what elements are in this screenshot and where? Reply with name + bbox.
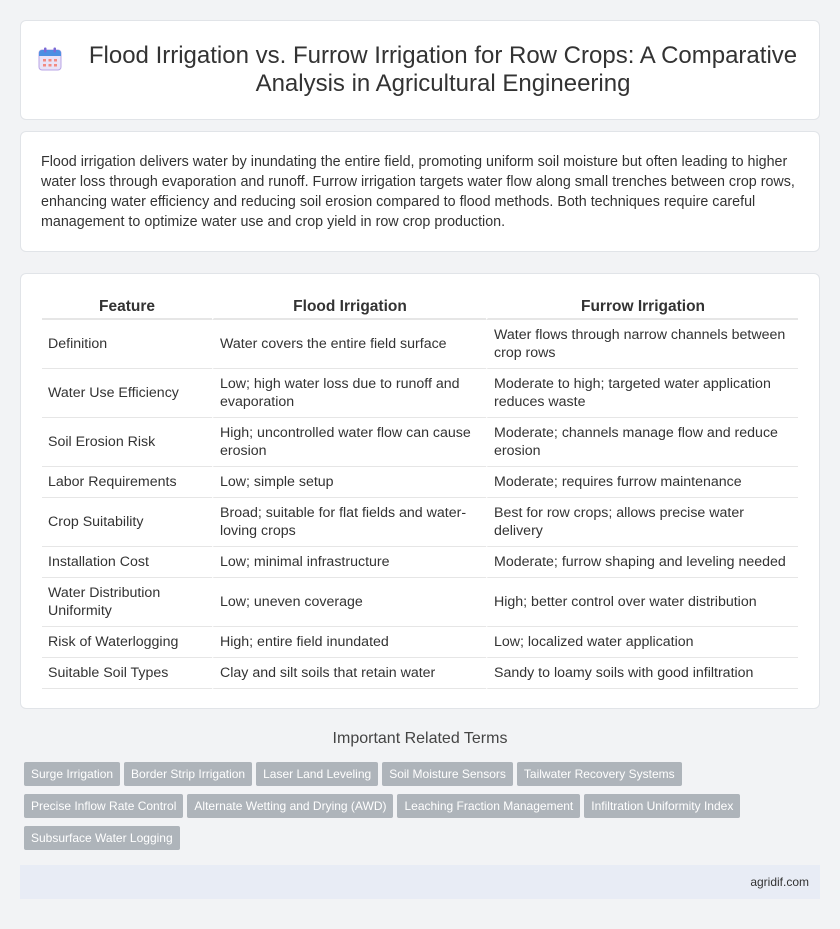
- row-feature: Water Use Efficiency: [42, 369, 212, 418]
- tag-subsurface-water-logging[interactable]: Subsurface Water Logging: [24, 826, 180, 850]
- tag-alternate-wetting-and-drying[interactable]: Alternate Wetting and Drying (AWD): [187, 794, 393, 818]
- related-terms-tags: [24, 762, 814, 858]
- tag-soil-moisture-sensors[interactable]: Soil Moisture Sensors: [382, 762, 513, 786]
- row-flood: Water covers the entire field surface: [212, 320, 486, 369]
- table-row: [42, 498, 798, 547]
- tag-surge-irrigation[interactable]: Surge Irrigation: [24, 762, 120, 786]
- tag-laser-land-leveling[interactable]: Laser Land Leveling: [256, 762, 378, 786]
- row-furrow: Moderate; furrow shaping and leveling needed: [486, 547, 798, 578]
- row-flood: Low; high water loss due to runoff and evaporation: [212, 369, 486, 418]
- page-title: Flood Irrigation vs. Furrow Irrigation for Row Crops: A Comparative Analysis in Agricultural Engineering: [88, 42, 798, 97]
- tag-precise-inflow-rate-control[interactable]: Precise Inflow Rate Control: [24, 794, 183, 818]
- row-feature: Crop Suitability: [42, 498, 212, 547]
- row-feature: Suitable Soil Types: [42, 658, 212, 689]
- row-furrow: Sandy to loamy soils with good infiltration: [486, 658, 798, 689]
- row-furrow: Best for row crops; allows precise water delivery: [486, 498, 798, 547]
- table-row: [42, 369, 798, 418]
- intro-paragraph: Flood irrigation delivers water by inundating the entire field, promoting uniform soil moisture but often leading to higher water loss through evaporation and runoff. Furrow irrigation targets water flow along small trenches between crop rows, enhancing water efficiency and reducing soil erosion compared to flood methods. Both techniques require careful management to optimize water use and crop yield in row crop production.: [41, 154, 795, 230]
- row-flood: High; uncontrolled water flow can cause erosion: [212, 418, 486, 467]
- row-furrow: Low; localized water application: [486, 627, 798, 658]
- footer: [20, 865, 820, 899]
- row-furrow: Moderate; requires furrow maintenance: [486, 467, 798, 498]
- title-wrap: [17, 42, 823, 98]
- row-furrow: High; better control over water distribution: [486, 578, 798, 627]
- tag-infiltration-uniformity-index[interactable]: Infiltration Uniformity Index: [584, 794, 740, 818]
- table-row: [42, 320, 798, 369]
- table-row: [42, 578, 798, 627]
- tag-leaching-fraction-management[interactable]: Leaching Fraction Management: [397, 794, 580, 818]
- table-row: [42, 658, 798, 689]
- table-row: [42, 418, 798, 467]
- row-feature: Risk of Waterlogging: [42, 627, 212, 658]
- row-feature: Definition: [42, 320, 212, 369]
- row-feature: Installation Cost: [42, 547, 212, 578]
- comparison-card: [20, 273, 820, 709]
- calendar-icon: [37, 46, 63, 72]
- header-furrow: Furrow Irrigation: [486, 294, 798, 320]
- row-feature: Labor Requirements: [42, 467, 212, 498]
- row-flood: Low; minimal infrastructure: [212, 547, 486, 578]
- table-row: [42, 627, 798, 658]
- tag-tailwater-recovery-systems[interactable]: Tailwater Recovery Systems: [517, 762, 682, 786]
- row-flood: High; entire field inundated: [212, 627, 486, 658]
- row-furrow: Moderate to high; targeted water application reduces waste: [486, 369, 798, 418]
- row-flood: Broad; suitable for flat fields and water-loving crops: [212, 498, 486, 547]
- row-flood: Low; uneven coverage: [212, 578, 486, 627]
- table-row: [42, 547, 798, 578]
- header-feature: Feature: [42, 294, 212, 320]
- row-flood: Low; simple setup: [212, 467, 486, 498]
- header-flood: Flood Irrigation: [212, 294, 486, 320]
- table-row: [42, 467, 798, 498]
- footer-site-link[interactable]: agridif.com: [750, 875, 809, 889]
- row-flood: Clay and silt soils that retain water: [212, 658, 486, 689]
- row-feature: Water Distribution Uniformity: [42, 578, 212, 627]
- comparison-table: [42, 294, 798, 689]
- tag-border-strip-irrigation[interactable]: Border Strip Irrigation: [124, 762, 252, 786]
- row-feature: Soil Erosion Risk: [42, 418, 212, 467]
- title-card: [20, 20, 820, 120]
- related-terms-heading: Important Related Terms: [332, 730, 508, 747]
- table-header-row: [42, 294, 798, 320]
- row-furrow: Moderate; channels manage flow and reduce erosion: [486, 418, 798, 467]
- intro-card: [20, 131, 820, 252]
- row-furrow: Water flows through narrow channels between crop rows: [486, 320, 798, 369]
